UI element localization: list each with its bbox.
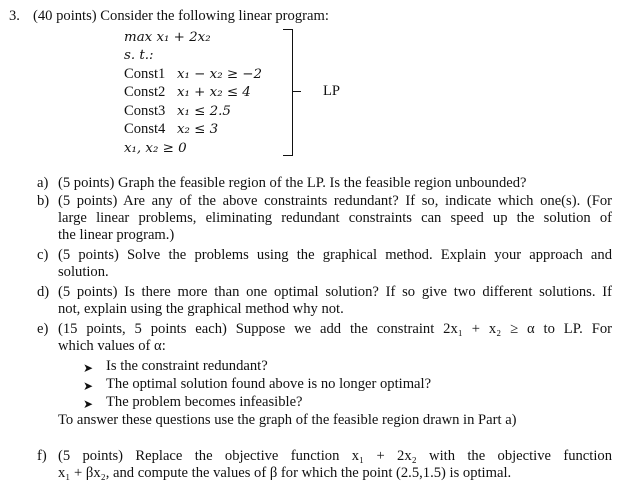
question-header: (40 points) Consider the following linear program: <box>33 8 329 24</box>
const3-expr: x₁ ≤ 2.5 <box>177 104 231 119</box>
part-b-line: (5 points) Are any of the above constraints redundant? If so, indicate which one(s). (For <box>58 193 612 209</box>
const3-name: Const3 <box>124 103 166 119</box>
const1-name: Const1 <box>124 66 166 82</box>
lp-nonnegativity: x₁, x₂ ≥ 0 <box>124 141 187 156</box>
question-number: 3. <box>9 8 20 24</box>
part-f-line: x₁ + βx₂, and compute the values of β for which the point (2.5,1.5) is optimal. <box>58 465 512 481</box>
part-c-label: c) <box>37 247 49 263</box>
part-c-line: (5 points) Solve the problems using the graphical method. Explain your approach and <box>58 247 612 263</box>
part-a-text <box>58 175 612 192</box>
part-e-note: To answer these questions use the graph of the feasible region drawn in Part a) <box>58 412 517 428</box>
part-e-bullet: The optimal solution found above is no longer optimal? <box>106 376 432 392</box>
part-d-text <box>58 284 612 318</box>
part-b-line: large linear problems, eliminating redundant constraints can speed up the solution of <box>58 210 612 226</box>
part-f-text <box>58 448 612 482</box>
part-e-line: (15 points, 5 points each) Suppose we add the constraint 2x₁ + x₂ ≥ α to LP. For <box>58 321 612 337</box>
part-e-label: e) <box>37 321 49 337</box>
part-d-line: not, explain using the graphical method why not. <box>58 301 344 317</box>
part-f-line: (5 points) Replace the objective function x₁ + 2x₂ with the objective function <box>58 448 612 464</box>
const4-name: Const4 <box>124 121 166 137</box>
lp-label: LP <box>323 83 341 99</box>
part-c-text <box>58 247 612 281</box>
part-c-line: solution. <box>58 264 109 280</box>
const1-expr: x₁ − x₂ ≥ −2 <box>177 67 263 82</box>
const4-expr: x₂ ≤ 3 <box>177 122 219 137</box>
lp-objective: max x₁ + 2x₂ <box>124 30 211 45</box>
part-f-label: f) <box>37 448 47 464</box>
part-e-text <box>58 321 612 355</box>
arrow-bullet-icon: ➤ <box>83 397 94 411</box>
part-b-line: the linear program.) <box>58 227 175 243</box>
lp-subject-to: s. t.: <box>124 48 154 63</box>
part-b-text <box>58 193 612 244</box>
part-d-line: (5 points) Is there more than one optimal solution? If so give two different solutions. If <box>58 284 612 300</box>
part-a-label: a) <box>37 175 49 191</box>
part-e-line: which values of α: <box>58 338 166 354</box>
const2-expr: x₁ + x₂ ≤ 4 <box>177 85 251 100</box>
arrow-bullet-icon: ➤ <box>83 379 94 393</box>
lp-bracket <box>283 29 293 156</box>
part-d-label: d) <box>37 284 50 300</box>
const2-name: Const2 <box>124 84 166 100</box>
arrow-bullet-icon: ➤ <box>83 361 94 375</box>
part-b-label: b) <box>37 193 50 209</box>
part-a-line: (5 points) Graph the feasible region of the LP. Is the feasible region unbounded? <box>58 175 527 191</box>
part-e-bullet: Is the constraint redundant? <box>106 358 268 374</box>
part-e-bullet: The problem becomes infeasible? <box>106 394 303 410</box>
lp-bracket-tick <box>292 91 301 92</box>
